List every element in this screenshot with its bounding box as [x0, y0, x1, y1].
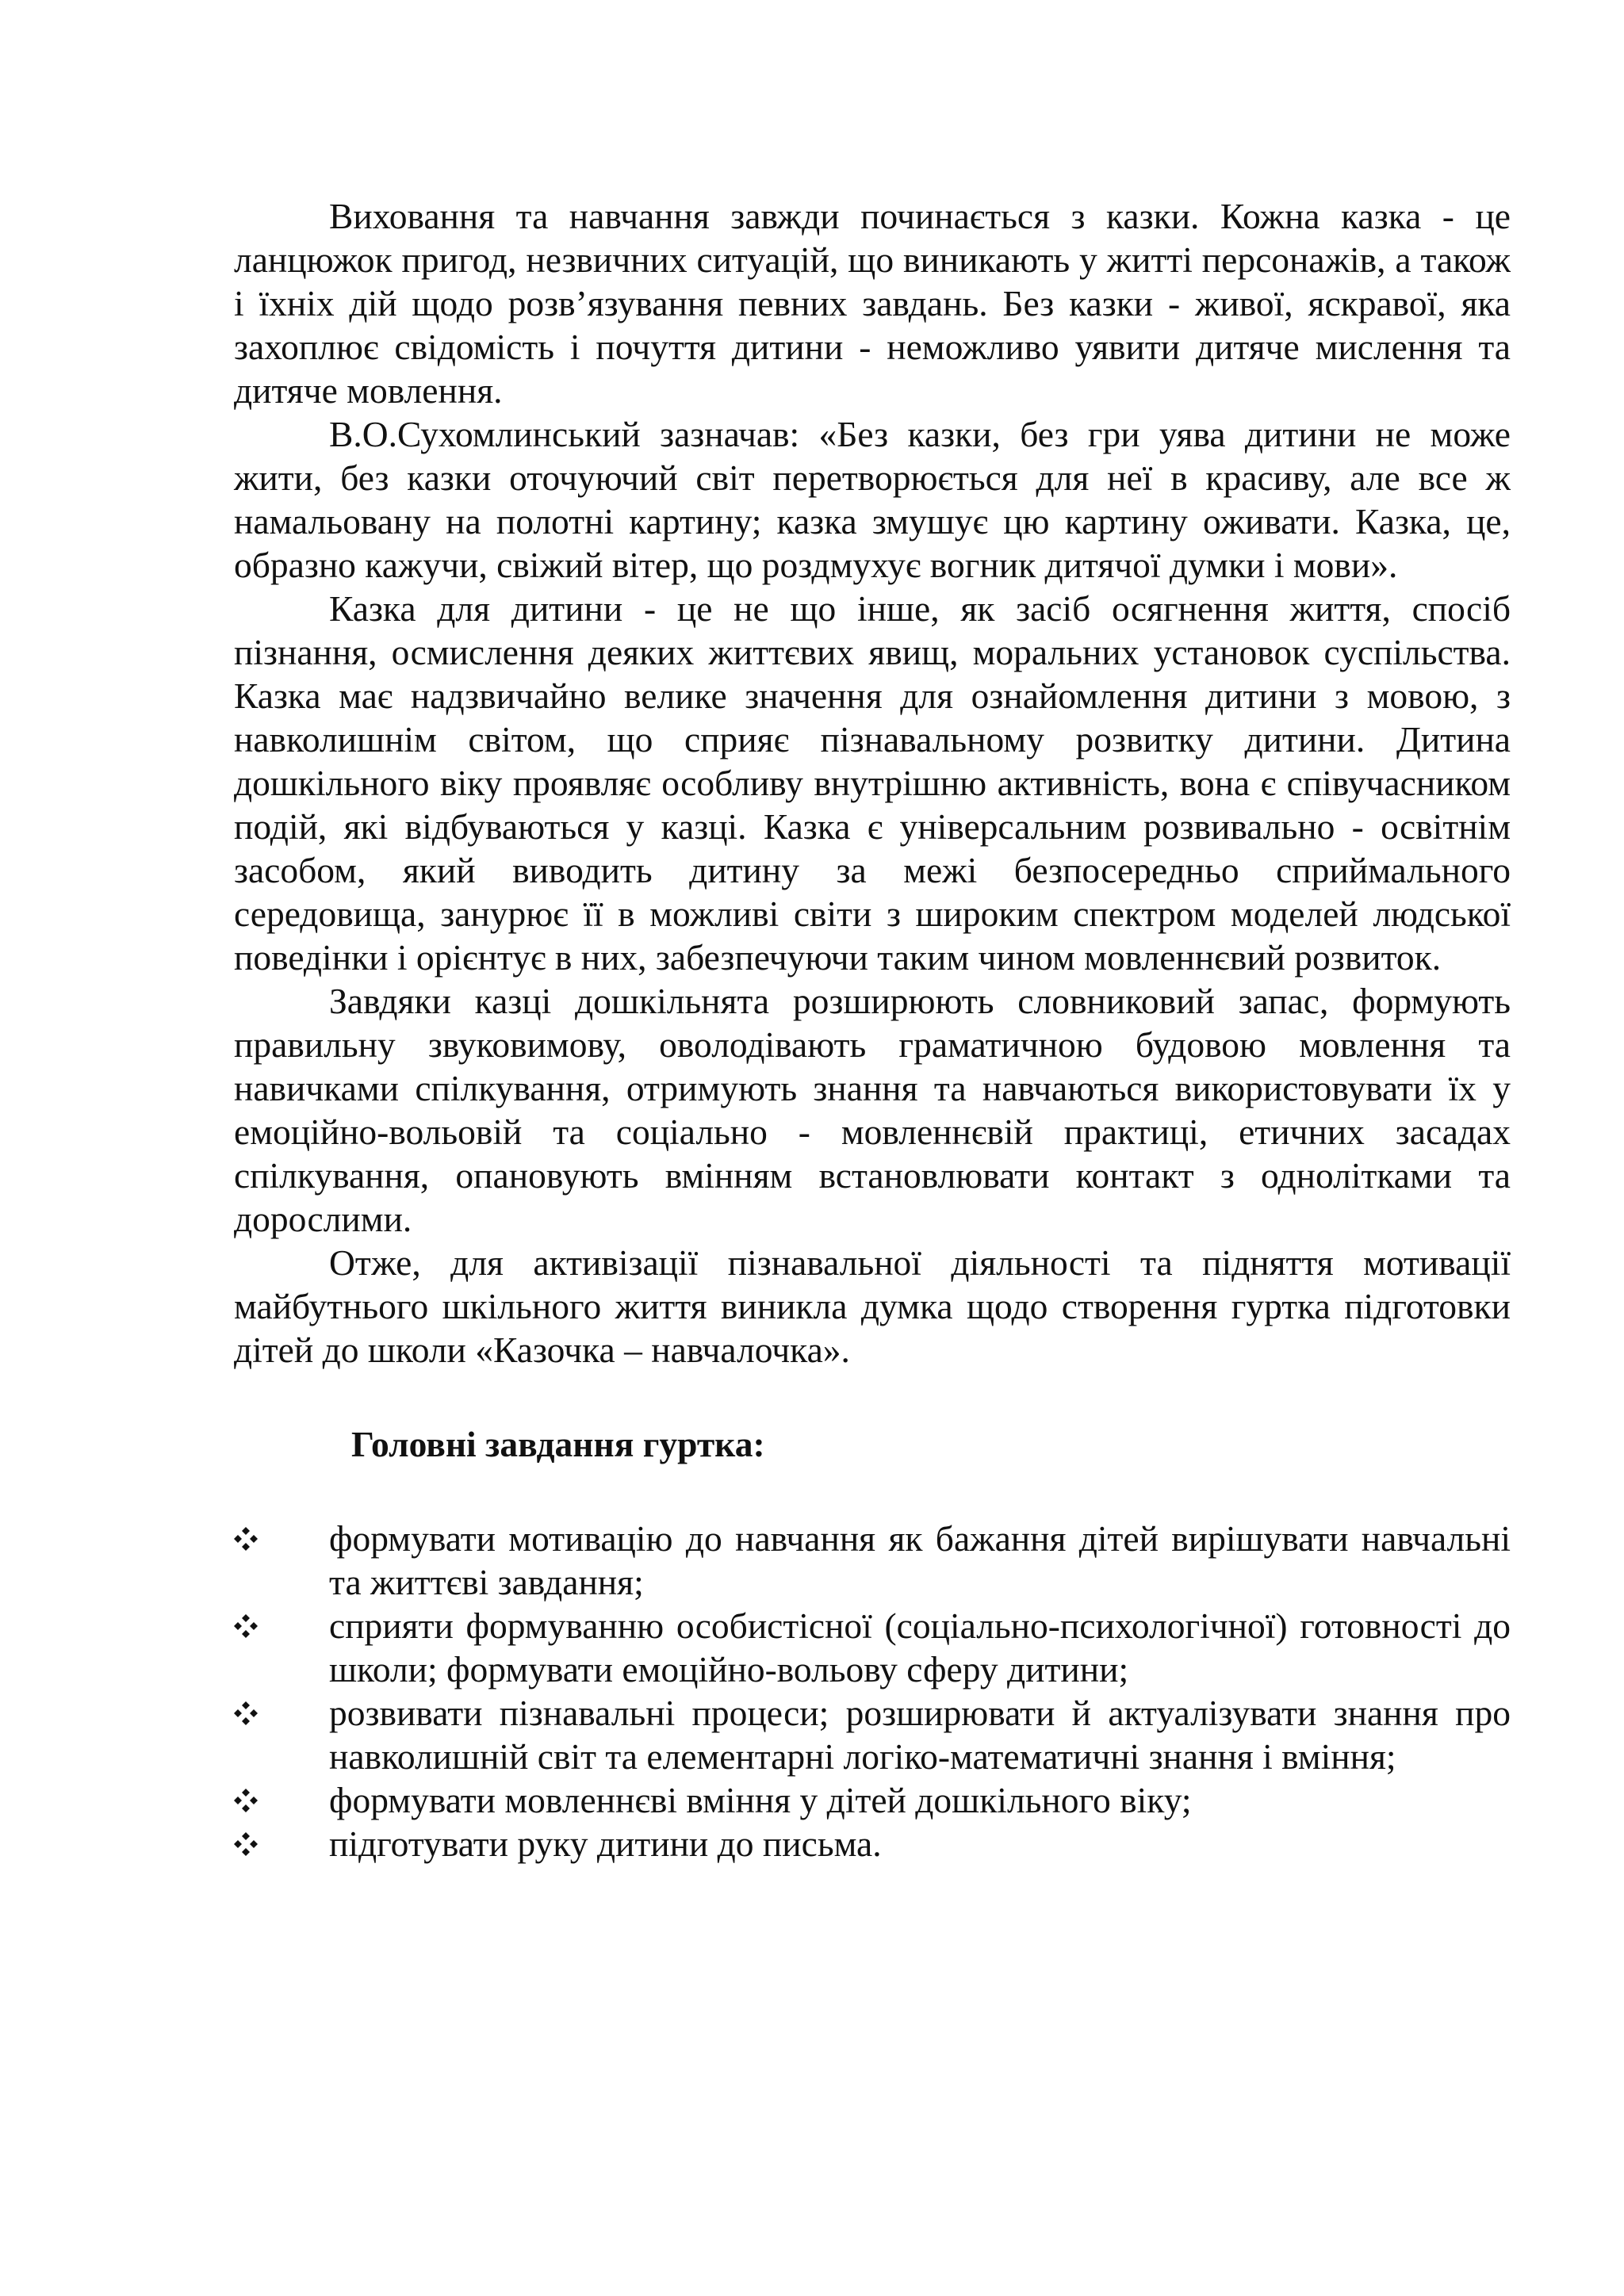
- task-item-4: [234, 1778, 1511, 1822]
- four-diamond-bullet-icon: [234, 1789, 258, 1812]
- paragraph-sukhomlynsky-quote: В.О.Сухомлинський зазначав: «Без казки, без гри уява дитини не може жити, без казки оточуючий світ перетворюється для неї в красиву, але все ж намальовану на полотні картину; казка змушує цю картину оживати. Казка, це, образно кажучи, свіжий вітер, що роздмухує вогник дитячої думки і мови».: [234, 414, 1511, 585]
- task-item-5: [234, 1822, 1511, 1866]
- four-diamond-bullet-icon: [234, 1701, 258, 1725]
- task-text: сприяти формуванню особистісної (соціально-психологічної) готовності до школи; формувати емоційно-вольову сферу дитини;: [329, 1605, 1511, 1689]
- four-diamond-bullet-icon: [234, 1614, 258, 1638]
- paragraph-preschool-benefits: Завдяки казці дошкільнята розширюють словниковий запас, формують правильну звуковимову, оволодівають граматичною будовою мовлення та навичками спілкування, отримують знання та навчаються використовувати їх у емоційно-вольовій та соціально - мовленнєвій практиці, етичних засадах спілкування, опановують вмінням встановлювати контакт з однолітками та дорослими.: [234, 981, 1511, 1239]
- paragraph-intro: Виховання та навчання завжди починається з казки. Кожна казка - це ланцюжок пригод, незвичних ситуацій, що виникають у житті персонажів, а також і їхніх дій щодо розв’язування певних завдань. Без казки - живої, яскравої, яка захоплює свідомість і почуття дитини - неможливо уявити дитяче мислення та дитяче мовлення.: [234, 196, 1511, 411]
- task-text: формувати мовленнєві вміння у дітей дошкільного віку;: [329, 1780, 1192, 1820]
- document-body: [234, 194, 1511, 1866]
- task-item-3: [234, 1691, 1511, 1778]
- tasks-list: [234, 1517, 1511, 1866]
- task-item-1: [234, 1517, 1511, 1604]
- task-text: розвивати пізнавальні процеси; розширювати й актуалізувати знання про навколишній світ та елементарні логіко-математичні знання і вміння;: [329, 1693, 1511, 1777]
- task-item-2: [234, 1604, 1511, 1691]
- paragraph-fairy-tale-meaning: Казка для дитини - це не що інше, як засіб осягнення життя, спосіб пізнання, осмислення деяких життєвих явищ, моральних установок суспільства. Казка має надзвичайно велике значення для ознайомлення дитини з мовою, з навколишнім світом, що сприяє пізнавальному розвитку дитини. Дитина дошкільного віку проявляє особливу внутрішню активність, вона є співучасником подій, які відбуваються у казці. Казка є універсальним розвивально - освітнім засобом, який виводить дитину за межі безпосередньо сприймального середовища, занурює її в можливі світи з широким спектром моделей людської поведінки і орієнтує в них, забезпечуючи таким чином мовленнєвий розвиток.: [234, 588, 1511, 978]
- four-diamond-bullet-icon: [234, 1832, 258, 1856]
- task-text: формувати мотивацію до навчання як бажання дітей вирішувати навчальні та життєві завдання;: [329, 1518, 1511, 1602]
- four-diamond-bullet-icon: [234, 1527, 258, 1551]
- task-text: підготувати руку дитини до письма.: [329, 1823, 882, 1864]
- tasks-heading: Головні завдання гуртка:: [351, 1424, 765, 1464]
- paragraph-club-idea: Отже, для активізації пізнавальної діяльності та підняття мотивації майбутнього шкільного життя виникла думка щодо створення гуртка підготовки дітей до школи «Казочка – навчалочка».: [234, 1242, 1511, 1370]
